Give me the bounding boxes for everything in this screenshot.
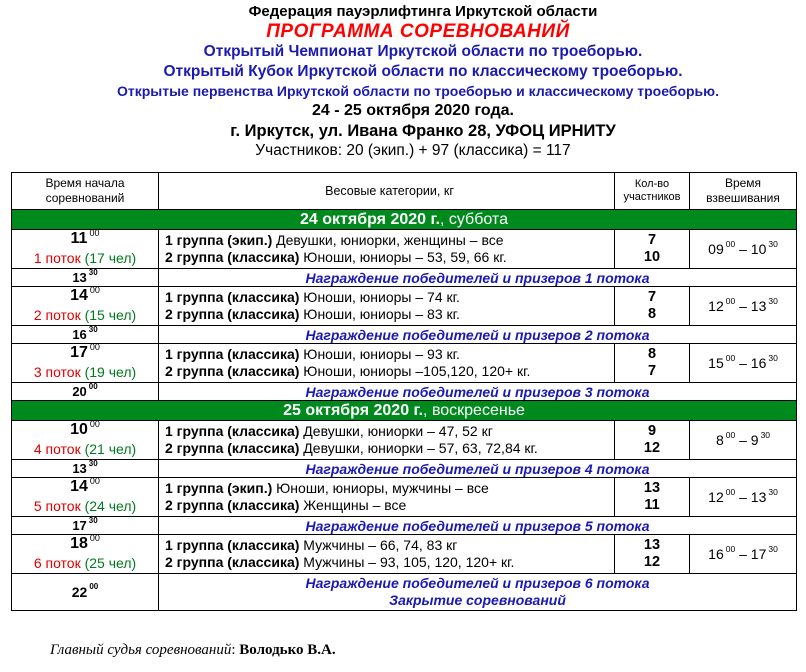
column-header-categories: Весовые категории, кг (159, 173, 615, 210)
award-row (12, 383, 797, 401)
final-time: 22 $^{00}$ (12, 574, 159, 611)
program-title: ПРОГРАММА СОРЕВНОВАНИЙ (266, 21, 570, 42)
session-categories: 1 группа (экип.) Девушки, юниорки, женщины – все 2 группа (классика) Юноши, юниоры – 53, 59, 66 кг. (159, 230, 615, 269)
session-row (12, 287, 797, 326)
session-row (12, 230, 797, 269)
award-time: 20 $^{00}$ (12, 383, 159, 401)
session-counts: 13 12 (615, 535, 690, 574)
chief-judge-line: Главный судья соревнований: Володько В.А. (50, 642, 336, 658)
event-dates: 24 - 25 октября 2020 года. (312, 102, 514, 119)
closing-text: Закрытие соревнований (389, 592, 566, 608)
stream-label: 3 поток (19 чел) (33, 364, 137, 380)
session-counts: 7 8 (615, 287, 690, 326)
weigh-in-time: 16 $^{00}$ – 17 $^{30}$ (690, 535, 797, 574)
weigh-in-time: 8 $^{00}$ – 9 $^{30}$ (690, 421, 797, 460)
session-categories: 1 группа (классика) Юноши, юниоры – 93 кг. 2 группа (классика) Юноши, юниоры –105,120, 120+ кг. (159, 344, 615, 383)
session-categories: 1 группа (экип.) Юноши, юниоры, мужчины – все 2 группа (классика) Женщины – все (159, 478, 615, 517)
session-start-time: 18 $^{00}$ 6 поток (25 чел) (12, 535, 159, 574)
final-text (159, 574, 797, 611)
stream-label: 4 поток (21 чел) (33, 441, 137, 457)
column-header-count: Кол-во участников (615, 173, 690, 210)
final-award-text: Награждение победителей и призеров 6 потока (305, 575, 650, 591)
stream-label: 2 поток (15 чел) (33, 307, 137, 323)
session-start-time: 11 $^{00}$ 1 поток (17 чел) (12, 230, 159, 269)
award-text: Награждение победителей и призеров 5 потока (159, 517, 797, 535)
award-time: 13 $^{30}$ (12, 460, 159, 478)
award-time: 17 $^{30}$ (12, 517, 159, 535)
session-row (12, 344, 797, 383)
award-time: 16 $^{30}$ (12, 326, 159, 344)
session-start-time: 14 $^{00}$ 5 поток (24 чел) (12, 478, 159, 517)
session-counts: 9 12 (615, 421, 690, 460)
award-row (12, 326, 797, 344)
session-start-time: 17 $^{00}$ 3 поток (19 чел) (12, 344, 159, 383)
stream-label: 6 поток (25 чел) (33, 555, 137, 571)
chief-judge-label: Главный судья соревнований (50, 642, 232, 658)
day-date: 24 октября 2020 г. (300, 210, 440, 228)
day-date: 25 октября 2020 г. (283, 401, 424, 419)
column-header-weigh-in: Время взвешивания (690, 173, 797, 210)
column-header-start-time: Время начала соревнований (12, 173, 159, 210)
award-row (12, 460, 797, 478)
award-text: Награждение победителей и призеров 2 потока (159, 326, 797, 344)
day-weekday: , воскресенье (423, 401, 525, 419)
weigh-in-time: 12 $^{00}$ – 13 $^{30}$ (690, 478, 797, 517)
event-location: г. Иркутск, ул. Ивана Франко 28, УФОЦ ИРНИТУ (230, 122, 616, 140)
session-counts: 8 7 (615, 344, 690, 383)
session-categories: 1 группа (классика) Мужчины – 66, 74, 83 кг 2 группа (классика) Мужчины – 93, 105, 120, 120+ кг. (159, 535, 615, 574)
session-counts: 7 10 (615, 230, 690, 269)
award-text: Награждение победителей и призеров 3 потока (159, 383, 797, 401)
session-counts: 13 11 (615, 478, 690, 517)
weigh-in-time: 15 $^{00}$ – 16 $^{30}$ (690, 344, 797, 383)
session-row (12, 535, 797, 574)
event-title-2: Открытый Кубок Иркутской области по классическому троеборью. (163, 63, 683, 80)
stream-label: 1 поток (17 чел) (33, 250, 137, 266)
weigh-in-time: 09 $^{00}$ – 10 $^{30}$ (690, 230, 797, 269)
chief-judge-name: Володько В.А. (239, 642, 336, 658)
award-row (12, 517, 797, 535)
final-row (12, 574, 797, 611)
document-header (0, 4, 806, 161)
award-text: Награждение победителей и призеров 1 потока (159, 269, 797, 287)
table-header-row (12, 173, 797, 210)
session-categories: 1 группа (классика) Девушки, юниорки – 47, 52 кг 2 группа (классика) Девушки, юниорки – 57, 63, 72,84 кг. (159, 421, 615, 460)
day-row-1 (12, 210, 797, 230)
session-start-time: 14 $^{00}$ 2 поток (15 чел) (12, 287, 159, 326)
weigh-in-time: 12 $^{00}$ – 13 $^{30}$ (690, 287, 797, 326)
event-title-3: Открытые первенства Иркутской области по троеборью и классическому троеборью. (116, 83, 720, 99)
participants-total: Участников: 20 (экип.) + 97 (классика) = 117 (255, 142, 571, 159)
award-text: Награждение победителей и призеров 4 потока (159, 460, 797, 478)
award-time: 13 $^{30}$ (12, 269, 159, 287)
session-row (12, 421, 797, 460)
federation-title: Федерация пауэрлифтинга Иркутской области (248, 3, 598, 20)
session-start-time: 10 $^{00}$ 4 поток (21 чел) (12, 421, 159, 460)
day-row-2 (12, 401, 797, 421)
session-row (12, 478, 797, 517)
session-categories: 1 группа (классика) Юноши, юниоры – 74 кг. 2 группа (классика) Юноши, юниоры – 83 кг. (159, 287, 615, 326)
schedule-table (11, 172, 797, 611)
stream-label: 5 поток (24 чел) (33, 498, 137, 514)
event-title-1: Открытый Чемпионат Иркутской области по троеборью. (203, 43, 643, 60)
award-row (12, 269, 797, 287)
day-weekday: , суббота (439, 210, 508, 228)
